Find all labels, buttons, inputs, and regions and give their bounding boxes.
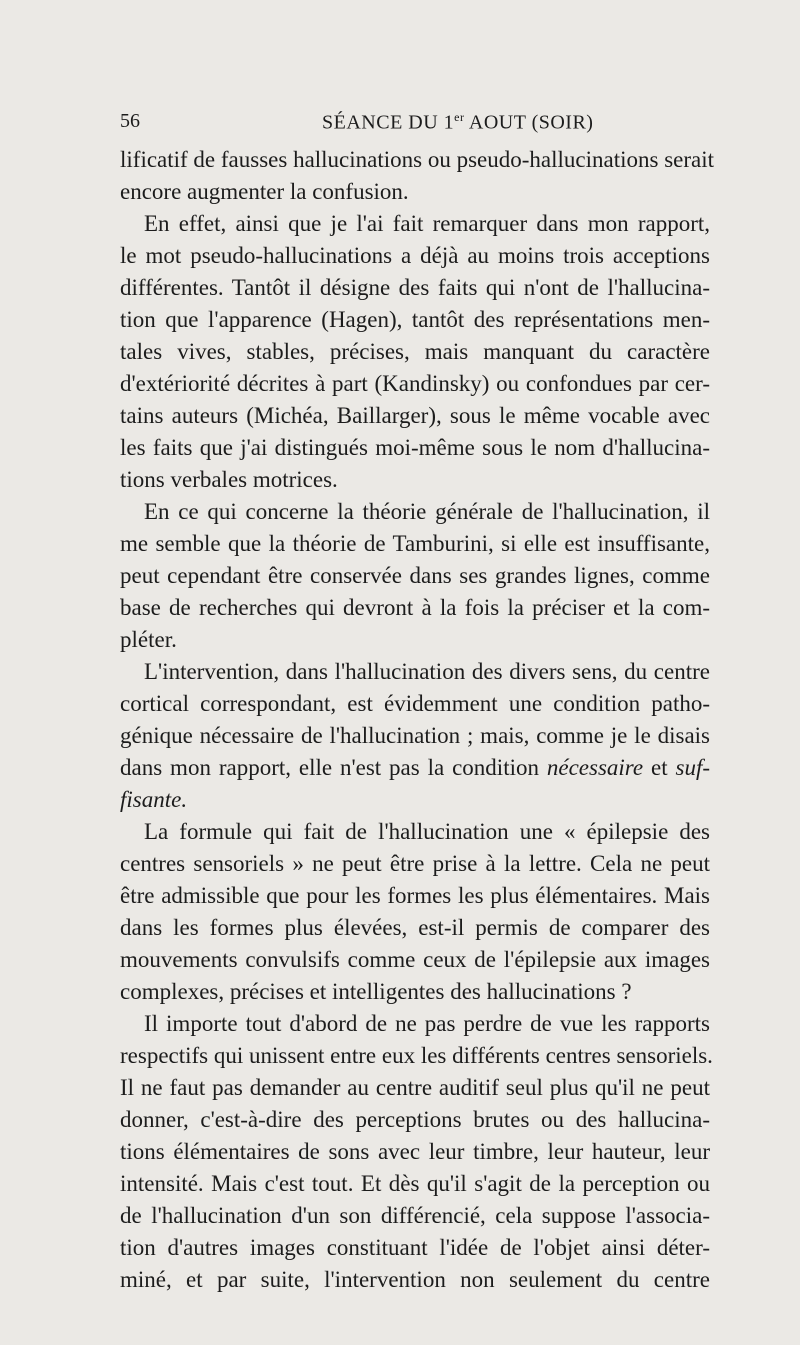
- italic-word: fisante.: [120, 787, 188, 812]
- text-line: En ce qui concerne la théorie générale de l'hallucination, il: [144, 499, 710, 524]
- text-line: [120, 784, 710, 816]
- page-number: 56: [120, 110, 140, 132]
- text-line: tains auteurs (Michéa, Baillarger), sous le même vocable avec: [120, 403, 710, 428]
- running-title-prefix: SÉANCE DU 1: [322, 111, 455, 134]
- italic-word: nécessaire: [546, 755, 644, 780]
- text-line: être admissible que pour les formes les plus élémentaires. Mais: [120, 883, 710, 908]
- text-line: miné, et par suite, l'intervention non seulement du centre: [120, 1267, 710, 1292]
- text-line: me semble que la théorie de Tamburini, si elle est insuffisante,: [120, 531, 710, 556]
- text-line: dans les formes plus élevées, est-il permis de comparer des: [120, 915, 710, 940]
- text-line: L'intervention, dans l'hallucination des divers sens, du centre: [144, 659, 710, 684]
- text-line-segment: dans mon rapport, elle n'est pas la condition: [120, 755, 539, 780]
- italic-word: suf-: [675, 755, 710, 780]
- text-line: complexes, précises et intelligentes des hallucinations ?: [120, 979, 632, 1004]
- text-line: mouvements convulsifs comme ceux de l'épilepsie aux images: [120, 947, 710, 972]
- text-line: La formule qui fait de l'hallucination une « épilepsie des: [144, 819, 710, 844]
- text-line: tion d'autres images constituant l'idée de l'objet ainsi déter-: [120, 1235, 710, 1260]
- text-line: pléter.: [120, 627, 177, 652]
- text-line: Il importe tout d'abord de ne pas perdre de vue les rapports: [144, 1011, 710, 1036]
- text-line: donner, c'est-à-dire des perceptions brutes ou des hallucina-: [120, 1107, 710, 1132]
- text-line: le mot pseudo-hallucinations a déjà au moins trois acceptions: [120, 243, 710, 268]
- text-line: Il ne faut pas demander au centre auditif seul plus qu'il ne peut: [120, 1075, 710, 1100]
- text-line: base de recherches qui devront à la fois la préciser et la com-: [120, 595, 710, 620]
- text-line: [120, 752, 710, 784]
- text-line: respectifs qui unissent entre eux les différents centres sensoriels.: [120, 1043, 713, 1068]
- text-line: lificatif de fausses hallucinations ou pseudo-hallucinations serait: [120, 147, 715, 172]
- text-line-segment: et: [651, 755, 668, 780]
- text-line: les faits que j'ai distingués moi-même sous le nom d'hallucina-: [120, 435, 710, 460]
- text-line: d'extériorité décrites à part (Kandinsky) ou confondues par cer-: [120, 371, 710, 396]
- body-text: [120, 144, 715, 1296]
- text-line: tales vives, stables, précises, mais manquant du caractère: [120, 339, 710, 364]
- text-line: tions verbales motrices.: [120, 467, 338, 492]
- text-line: de l'hallucination d'un son différencié, cela suppose l'associa-: [120, 1203, 710, 1228]
- text-line: génique nécessaire de l'hallucination ; mais, comme je le disais: [120, 723, 710, 748]
- text-line: En effet, ainsi que je l'ai fait remarquer dans mon rapport,: [144, 211, 710, 236]
- running-title-superscript: er: [454, 110, 465, 124]
- text-line: intensité. Mais c'est tout. Et dès qu'il s'agit de la perception ou: [120, 1171, 710, 1196]
- text-line: encore augmenter la confusion.: [120, 179, 409, 204]
- text-line: centres sensoriels » ne peut être prise à la lettre. Cela ne peut: [120, 851, 710, 876]
- text-line: peut cependant être conservée dans ses grandes lignes, comme: [120, 563, 710, 588]
- running-title: [322, 110, 593, 135]
- running-title-suffix: AOUT (SOIR): [464, 111, 594, 134]
- text-line: cortical correspondant, est évidemment une condition patho-: [120, 691, 710, 716]
- text-line: tion que l'apparence (Hagen), tantôt des représentations men-: [120, 307, 710, 332]
- running-head: [120, 110, 710, 140]
- text-line: tions élémentaires de sons avec leur timbre, leur hauteur, leur: [120, 1139, 710, 1164]
- text-line: différentes. Tantôt il désigne des faits qui n'ont de l'hallucina-: [120, 275, 710, 300]
